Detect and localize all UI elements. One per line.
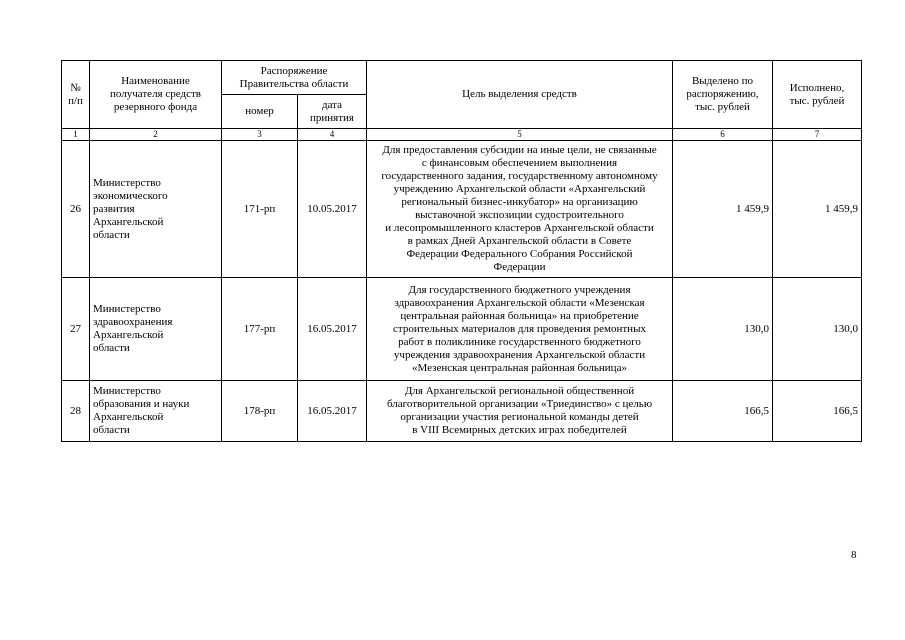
row-purpose: Для Архангельской региональной общественной благотворительной организации «Триединство» с целью организации участия региональной команды детей в VIII Всемирных детских играх победителей bbox=[367, 381, 673, 442]
row-allocated: 1 459,9 bbox=[673, 141, 773, 278]
table-row bbox=[62, 141, 862, 278]
row-recipient: Министерство экономического развития Архангельской области bbox=[90, 141, 222, 278]
column-number: 2 bbox=[90, 129, 222, 141]
row-num: 26 bbox=[62, 141, 90, 278]
page-number: 8 bbox=[851, 549, 857, 561]
row-purpose: Для государственного бюджетного учреждения здравоохранения Архангельской области «Мезенская центральная районная больница» на приобретение строительных материалов для проведения ремонтных работ в поликлинике государственного бюджетного учреждения здравоохранения Архангельской области «Мезенская центральная районная больница» bbox=[367, 278, 673, 381]
header-purpose: Цель выделения средств bbox=[367, 61, 673, 129]
row-allocated: 166,5 bbox=[673, 381, 773, 442]
header-order-number: номер bbox=[222, 95, 298, 129]
row-order-number: 177-рп bbox=[222, 278, 298, 381]
row-order-date: 16.05.2017 bbox=[298, 381, 367, 442]
header-executed: Исполнено, тыс. рублей bbox=[773, 61, 862, 129]
row-executed: 1 459,9 bbox=[773, 141, 862, 278]
header-allocated: Выделено по распоряжению, тыс. рублей bbox=[673, 61, 773, 129]
column-number: 6 bbox=[673, 129, 773, 141]
header-order: Распоряжение Правительства области bbox=[222, 61, 367, 95]
header-order-date: дата принятия bbox=[298, 95, 367, 129]
row-num: 27 bbox=[62, 278, 90, 381]
row-order-date: 16.05.2017 bbox=[298, 278, 367, 381]
row-allocated: 130,0 bbox=[673, 278, 773, 381]
header-recipient: Наименование получателя средств резервного фонда bbox=[90, 61, 222, 129]
column-number: 7 bbox=[773, 129, 862, 141]
column-number-row bbox=[62, 129, 862, 141]
row-order-date: 10.05.2017 bbox=[298, 141, 367, 278]
row-purpose: Для предоставления субсидии на иные цели, не связанные с финансовым обеспечением выполнения государственного задания, государственному автономному учреждению Архангельской области «Архангельский региональный бизнес-инкубатор» на организацию выставочной экспозиции судостроительного и лесопромышленного кластеров Архангельской области в рамках Дней Архангельской области в Совете Федерации Федерального Собрания Российской Федерации bbox=[367, 141, 673, 278]
reserve-fund-table bbox=[61, 60, 862, 442]
column-number: 5 bbox=[367, 129, 673, 141]
column-number: 1 bbox=[62, 129, 90, 141]
table-row bbox=[62, 381, 862, 442]
row-executed: 166,5 bbox=[773, 381, 862, 442]
table-row bbox=[62, 278, 862, 381]
header-num: № п/п bbox=[62, 61, 90, 129]
row-recipient: Министерство образования и науки Архангельской области bbox=[90, 381, 222, 442]
column-number: 4 bbox=[298, 129, 367, 141]
row-executed: 130,0 bbox=[773, 278, 862, 381]
column-number: 3 bbox=[222, 129, 298, 141]
row-order-number: 171-рп bbox=[222, 141, 298, 278]
row-recipient: Министерство здравоохранения Архангельской области bbox=[90, 278, 222, 381]
row-order-number: 178-рп bbox=[222, 381, 298, 442]
row-num: 28 bbox=[62, 381, 90, 442]
